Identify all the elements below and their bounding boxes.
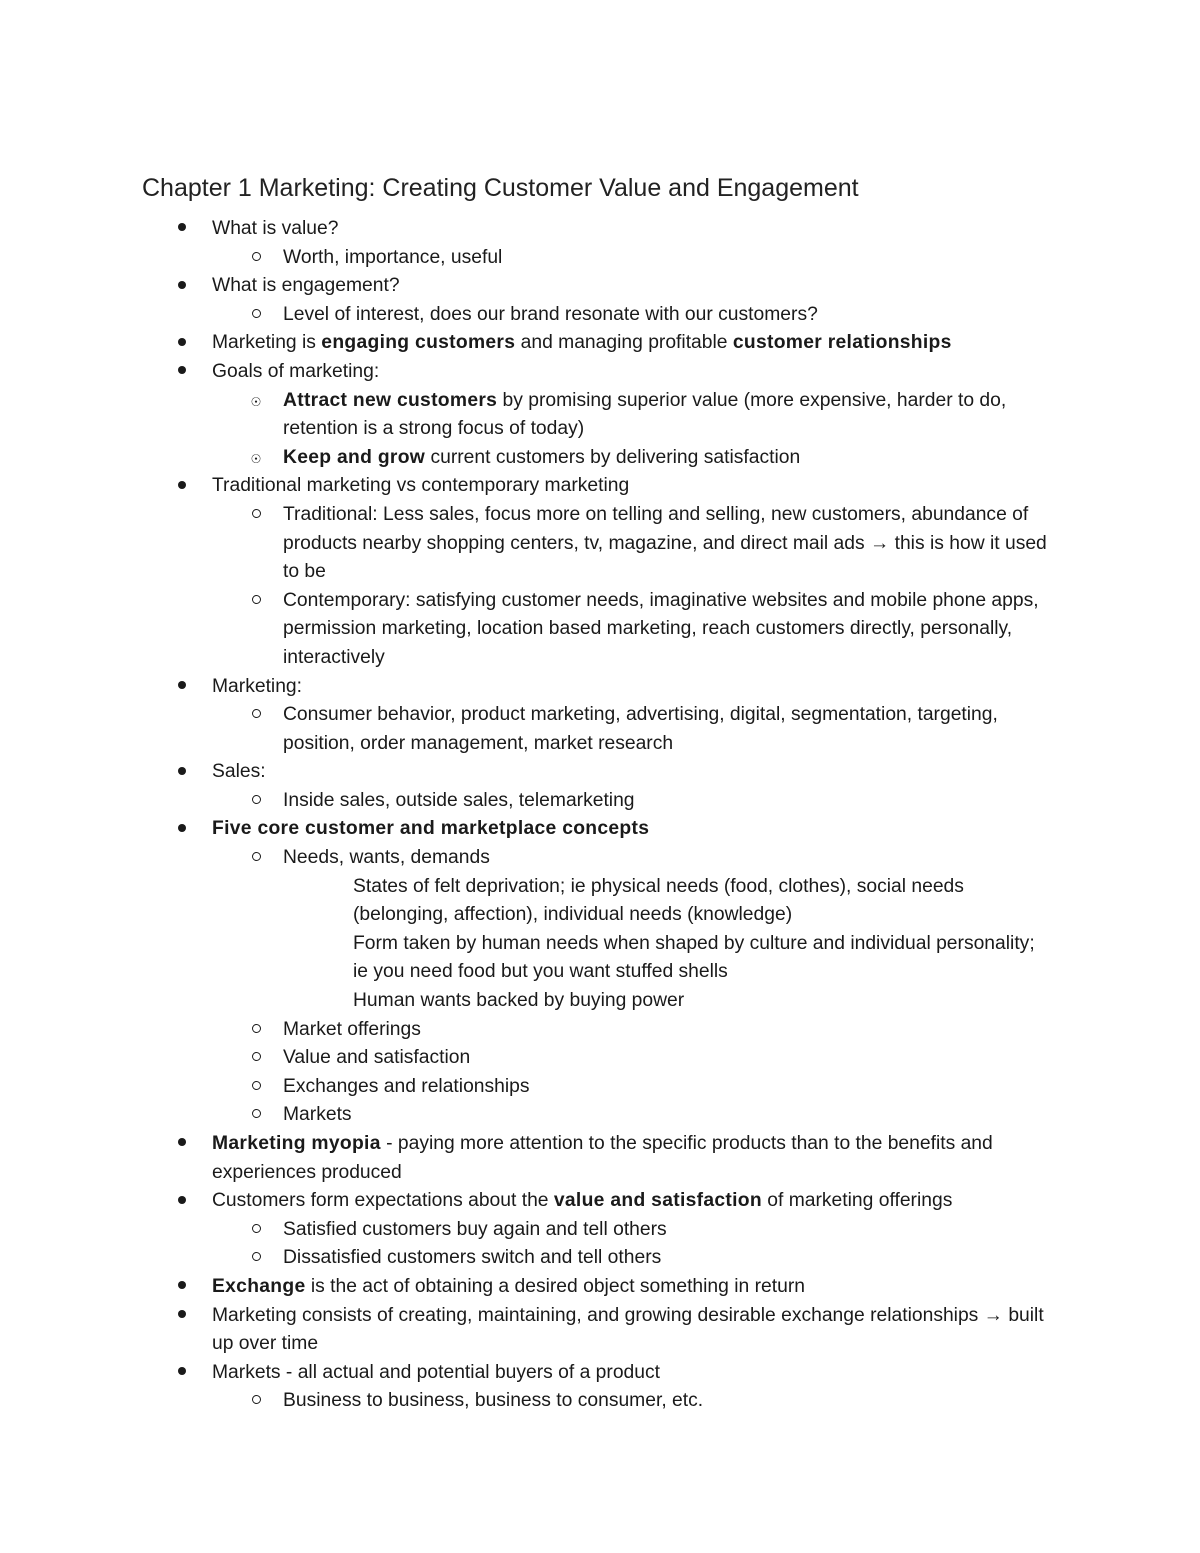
bullet-dot-icon — [175, 758, 189, 787]
list-item: Market offerings — [0, 1016, 1053, 1045]
list-item: Traditional: Less sales, focus more on telling and selling, new customers, abundance of products nearby shopping centers, tv, magazine, and direct mail ads → this is how it used to be — [0, 501, 1053, 587]
list-item: Markets — [0, 1101, 1053, 1130]
notes-list — [0, 215, 1200, 1416]
bullet-ring-icon — [249, 1044, 263, 1073]
bullet-dot-icon — [175, 472, 189, 501]
bullet-dot-icon — [175, 1302, 189, 1331]
list-item: Satisfied customers buy again and tell others — [0, 1216, 1053, 1245]
list-item: What is value? — [0, 215, 1052, 244]
list-item: Needs, wants, demands — [0, 844, 1053, 873]
list-item: Consumer behavior, product marketing, advertising, digital, segmentation, targeting, position, order management, market research — [0, 701, 1053, 758]
list-item: ☉ Keep and grow current customers by delivering satisfaction — [0, 444, 1053, 473]
list-item: ☉ Attract new customers by promising superior value (more expensive, harder to do, retention is a strong focus of today) — [0, 387, 1053, 444]
list-item: Exchange is the act of obtaining a desired object something in return — [0, 1273, 1052, 1302]
list-item: Value and satisfaction — [0, 1044, 1053, 1073]
bullet-ring-icon — [249, 1216, 263, 1245]
list-item: Human wants backed by buying power — [353, 990, 685, 1012]
list-item: Traditional marketing vs contemporary marketing — [0, 472, 1052, 501]
bullet-ring-icon — [249, 501, 263, 530]
list-item: Sales: — [0, 758, 1052, 787]
bullet-triangle-icon: ☉ — [250, 394, 262, 409]
bullet-ring-icon — [249, 844, 263, 873]
bullet-ring-icon — [249, 244, 263, 273]
list-item: Contemporary: satisfying customer needs, imaginative websites and mobile phone apps, permission marketing, location based marketing, reach customers directly, personally, interactively — [0, 587, 1053, 673]
list-item: Marketing: — [0, 673, 1052, 702]
bullet-triangle-icon: ☉ — [250, 451, 262, 466]
list-item: Form taken by human needs when shaped by culture and individual personality; ie you need food but you want stuffed shells — [353, 932, 1035, 983]
bullet-ring-icon — [249, 301, 263, 330]
bullet-dot-icon — [175, 215, 189, 244]
list-item: Inside sales, outside sales, telemarketing — [0, 787, 1053, 816]
list-item: Business to business, business to consumer, etc. — [0, 1387, 1053, 1416]
list-item: Exchanges and relationships — [0, 1073, 1053, 1102]
bullet-ring-icon — [249, 701, 263, 730]
list-item: Worth, importance, useful — [0, 244, 1053, 273]
bullet-ring-icon — [249, 1244, 263, 1273]
list-item: Level of interest, does our brand resonate with our customers? — [0, 301, 1053, 330]
bullet-dot-icon — [175, 1130, 189, 1159]
list-item: Customers form expectations about the value and satisfaction of marketing offerings — [0, 1187, 1052, 1216]
list-item: Marketing myopia - paying more attention to the specific products than to the benefits and experiences produced — [0, 1130, 1052, 1187]
list-item: Goals of marketing: — [0, 358, 1052, 387]
list-item: Markets - all actual and potential buyers of a product — [0, 1359, 1052, 1388]
bullet-dot-icon — [175, 272, 189, 301]
list-item: Marketing is engaging customers and managing profitable customer relationships — [0, 329, 1052, 358]
bullet-dot-icon — [175, 329, 189, 358]
list-item: Five core customer and marketplace concepts — [0, 815, 1052, 844]
list-item: States of felt deprivation; ie physical needs (food, clothes), social needs (belonging, affection), individual needs (knowledge) — [353, 875, 964, 926]
list-item: Marketing consists of creating, maintaining, and growing desirable exchange relationships → built up over time — [0, 1302, 1052, 1359]
bullet-dot-icon — [175, 1187, 189, 1216]
bullet-ring-icon — [249, 1387, 263, 1416]
bullet-ring-icon — [249, 587, 263, 616]
bullet-dot-icon — [175, 673, 189, 702]
bullet-ring-icon — [249, 1073, 263, 1102]
bullet-ring-icon — [249, 1016, 263, 1045]
bullet-dot-icon — [175, 1273, 189, 1302]
bullet-ring-icon — [249, 1101, 263, 1130]
bullet-dot-icon — [175, 815, 189, 844]
bullet-ring-icon — [249, 787, 263, 816]
bullet-dot-icon — [175, 358, 189, 387]
page-title: Chapter 1 Marketing: Creating Customer Value and Engagement — [142, 174, 859, 202]
bullet-dot-icon — [175, 1359, 189, 1388]
list-item: What is engagement? — [0, 272, 1052, 301]
list-item: Dissatisfied customers switch and tell others — [0, 1244, 1053, 1273]
